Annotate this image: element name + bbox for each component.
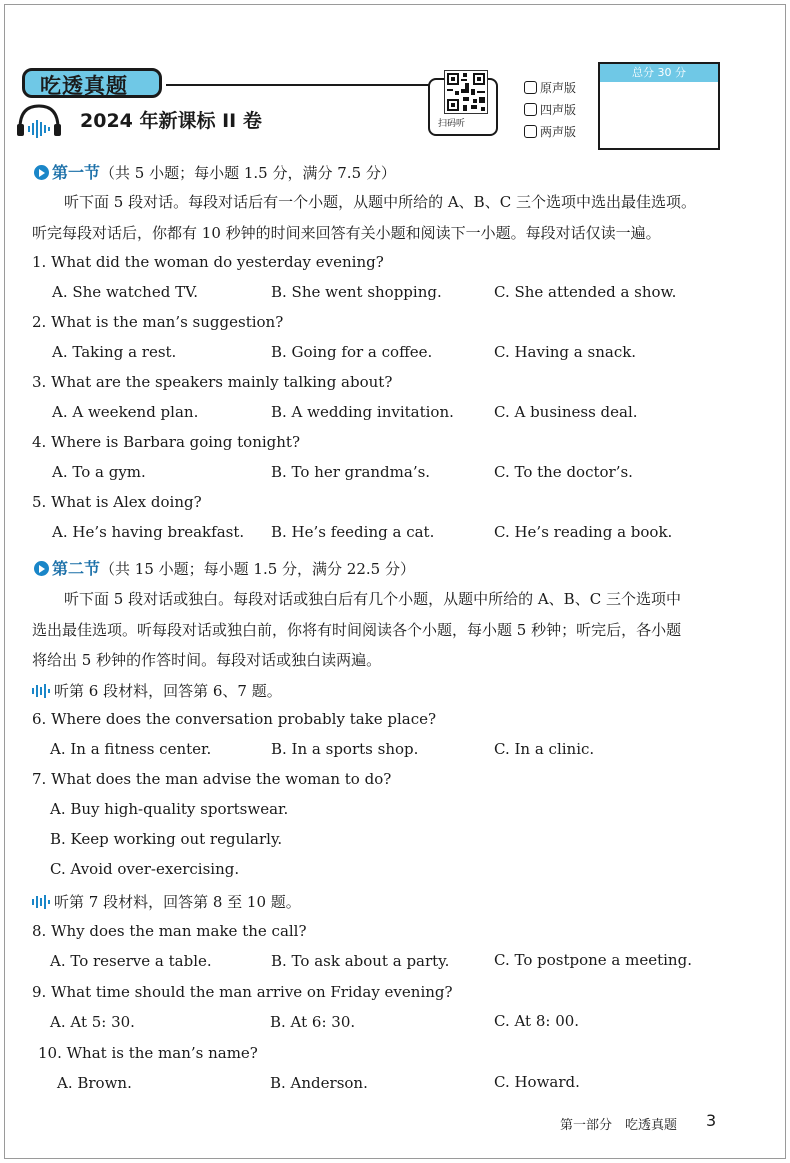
version-two-voice[interactable]: 两声版 [524,120,576,142]
question-6: 6. Where does the conversation probably take place? [32,710,437,728]
material-6-label: 听第 6 段材料，回答第 6、7 题。 [54,682,282,700]
option-4c[interactable]: C. To the doctor’s. [494,463,633,481]
option-5a[interactable]: A. He’s having breakfast. [52,523,245,541]
score-box [598,62,720,150]
checkbox-icon[interactable] [524,125,537,138]
material-7-heading [32,891,301,912]
option-4a[interactable]: A. To a gym. [52,463,146,481]
option-9c[interactable]: C. At 8: 00. [494,1012,580,1030]
audio-wave-icon [32,895,50,909]
option-7b[interactable]: B. Keep working out regularly. [50,830,283,848]
question-1: 1. What did the woman do yesterday evening? [32,253,384,271]
section2-instruction-2: 选出最佳选项。听每段对话或独白前，你将有时间阅读各个小题，每小题 5 秒钟；听完后，各小题 [32,621,682,639]
version-original[interactable]: 原声版 [524,76,576,98]
option-6a[interactable]: A. In a fitness center. [50,740,212,758]
exam-title: 2024 年新课标 II 卷 [80,110,262,132]
option-3c[interactable]: C. A business deal. [494,403,638,421]
option-9b[interactable]: B. At 6: 30. [270,1013,356,1031]
question-2: 2. What is the man’s suggestion? [32,313,284,331]
option-8c[interactable]: C. To postpone a meeting. [494,951,692,969]
section2-note: （共 15 小题；每小题 1.5 分，满分 22.5 分） [100,560,415,578]
option-10b[interactable]: B. Anderson. [270,1074,368,1092]
checkbox-icon[interactable] [524,81,537,94]
option-3b[interactable]: B. A wedding invitation. [271,403,454,421]
option-7c[interactable]: C. Avoid over-exercising. [50,860,240,878]
section1-title: 第一节 [52,163,101,182]
qr-code-stand[interactable] [428,70,498,136]
question-10: 10. What is the man’s name? [38,1044,258,1062]
option-5b[interactable]: B. He’s feeding a cat. [271,523,435,541]
material-6-heading [32,680,282,701]
section1-note: （共 5 小题；每小题 1.5 分，满分 7.5 分） [100,164,396,182]
section2-instruction-1: 听下面 5 段对话或独白。每段对话或独白后有几个小题，从题中所给的 A、B、C 三个选项中 [64,590,681,608]
play-icon [34,561,49,576]
checkbox-icon[interactable] [524,103,537,116]
option-1c[interactable]: C. She attended a show. [494,283,677,301]
option-2a[interactable]: A. Taking a rest. [52,343,177,361]
option-9a[interactable]: A. At 5: 30. [50,1013,135,1031]
question-5: 5. What is Alex doing? [32,493,202,511]
option-8a[interactable]: A. To reserve a table. [50,952,212,970]
option-2c[interactable]: C. Having a snack. [494,343,637,361]
option-3a[interactable]: A. A weekend plan. [52,403,199,421]
footer-section-label: 第一部分 吃透真题 [560,1118,678,1133]
option-10a[interactable]: A. Brown. [57,1074,132,1092]
question-7: 7. What does the man advise the woman to do? [32,770,392,788]
section1-header [34,160,396,183]
headphone-icon [14,100,64,140]
material-7-label: 听第 7 段材料，回答第 8 至 10 题。 [54,893,301,911]
question-3: 3. What are the speakers mainly talking about? [32,373,393,391]
score-label: 总分 30 分 [600,64,718,82]
section2-instruction-3: 将给出 5 秒钟的作答时间。每段对话或独白读两遍。 [32,651,382,669]
section1-instruction-2: 听完每段对话后，你都有 10 秒钟的时间来回答有关小题和阅读下一小题。每段对话仅读一遍。 [32,224,661,242]
option-1a[interactable]: A. She watched TV. [52,283,199,301]
play-icon [34,165,49,180]
section2-title: 第二节 [52,559,101,578]
question-9: 9. What time should the man arrive on Friday evening? [32,983,453,1001]
brand-title: 吃透真题 [40,74,128,98]
qr-code-icon[interactable] [444,70,488,114]
audio-version-list [524,76,576,142]
section2-header [34,556,415,579]
version-four-voice[interactable]: 四声版 [524,98,576,120]
option-7a[interactable]: A. Buy high-quality sportswear. [50,800,289,818]
question-8: 8. Why does the man make the call? [32,922,307,940]
qr-label: 扫码听 [438,119,466,129]
option-2b[interactable]: B. Going for a coffee. [271,343,433,361]
header-rule [166,84,441,86]
brand-banner [18,66,166,102]
option-8b[interactable]: B. To ask about a party. [271,952,450,970]
audio-wave-icon [32,684,50,698]
question-4: 4. Where is Barbara going tonight? [32,433,300,451]
option-1b[interactable]: B. She went shopping. [271,283,442,301]
option-5c[interactable]: C. He’s reading a book. [494,523,673,541]
section1-instruction-1: 听下面 5 段对话。每段对话后有一个小题，从题中所给的 A、B、C 三个选项中选出最佳选项。 [64,193,696,211]
option-6c[interactable]: C. In a clinic. [494,740,595,758]
option-4b[interactable]: B. To her grandma’s. [271,463,431,481]
page-number: 3 [706,1111,717,1130]
option-10c[interactable]: C. Howard. [494,1073,580,1091]
option-6b[interactable]: B. In a sports shop. [271,740,419,758]
